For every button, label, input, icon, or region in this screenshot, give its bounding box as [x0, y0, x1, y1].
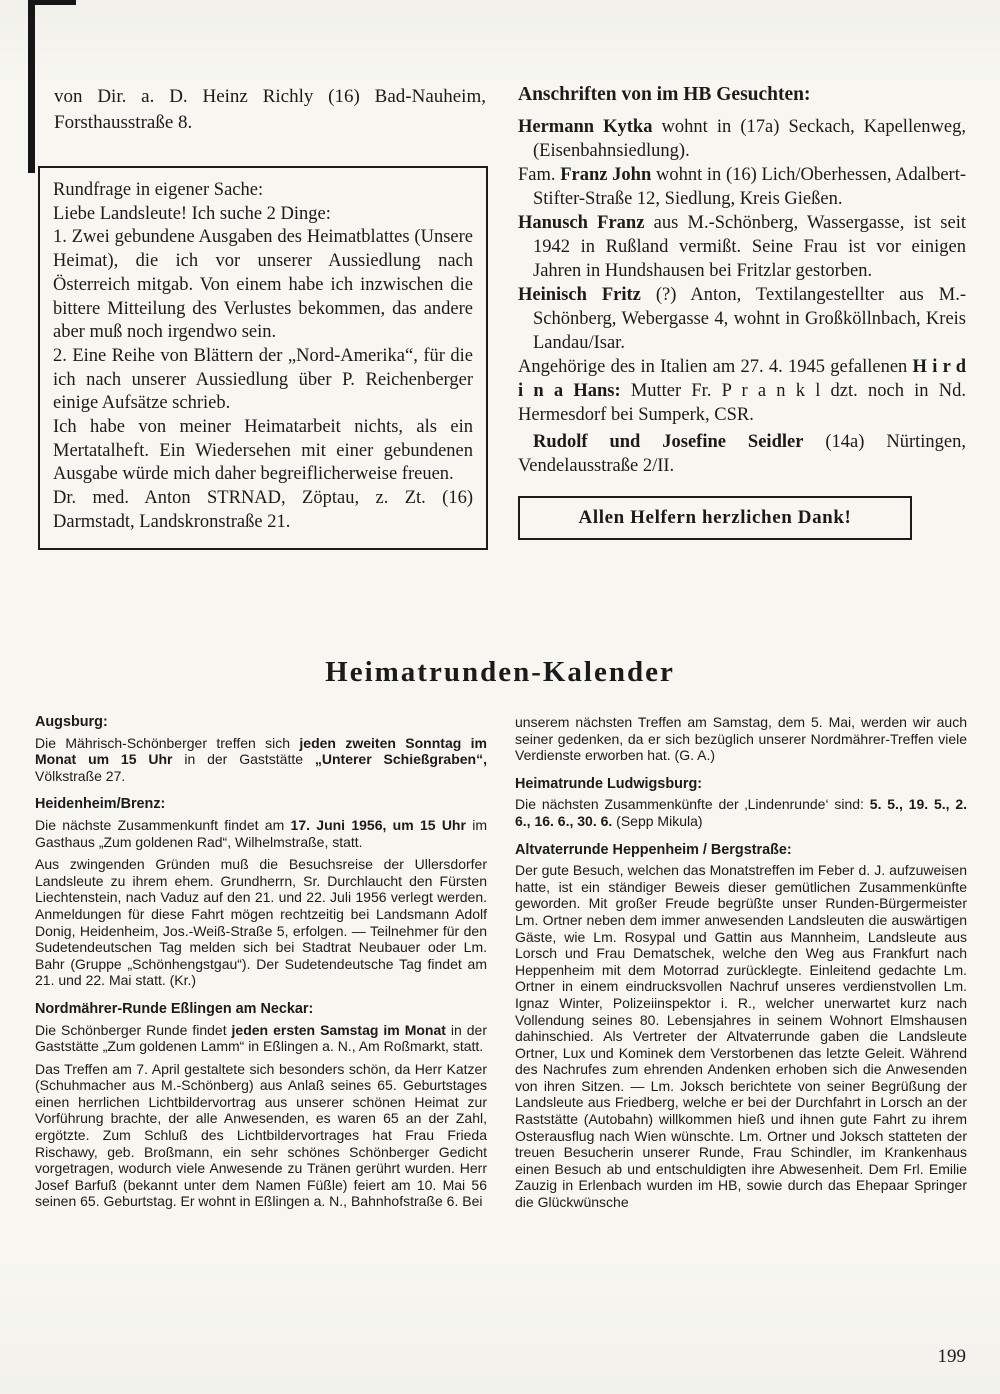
page-number: 199: [937, 1346, 966, 1367]
calendar-right-column: [515, 714, 967, 1217]
section-augsburg: [35, 714, 487, 784]
thanks-box: [518, 496, 912, 540]
section-heading-heidenheim: Heidenheim/Brenz:: [35, 796, 166, 813]
intro-paragraph: von Dir. a. D. Heinz Richly (16) Bad-Nauheim, Forsthausstraße 8.: [54, 86, 486, 133]
top-right-column: [518, 84, 966, 540]
section-heidenheim: [35, 796, 487, 989]
address-entry-heinisch: Heinisch Fritz (?) Anton, Textilangestellter aus M.-Schönberg, Webergasse 4, wohnt in Großköllnbach, Kreis Landau/Isar.: [518, 285, 966, 353]
section-paragraph: Die Schönberger Runde findet jeden ersten Samstag im Monat in der Gaststätte „Zum goldenen Lamm“ in Eßlingen a. N., Am Roßmarkt, statt.: [35, 1021, 487, 1055]
section-paragraph: Der gute Besuch, welchen das Monatstreffen im Feber d. J. aufzuweisen hatte, ist ein ständiger Beweis dieser gemütlichen Zusammenkünfte geworden. Mit großer Freude begrüßte unser Runden-Bürgermeister Lm. Ortner neben dem immer anwesenden Landsleuten die auswärtigen Gäste, wie Lm. Rosypal und Gattin aus Mannheim, Landsleute aus Lorsch und Frau Dematschek, welche den Weg aus Frankfurt nach Heppenheim mit dem Motorrad zurücklegte. Einleitend gedachte Lm. Ortner in einem eindrucksvollen Nachruf unseres verdienstvollen Lm. Ignaz Winter, Polizeiinspektor i. R., welcher unerwartet kurz nach Vollendung seines 80. Lebensjahres in seinem Wohnort Elmshausen dahinschied. Als Vertreter der Altvaterrunde gaben die Landsleute Ortner, Lux und Kominek dem Verstorbenen das letzte Geleit. Während des Nachrufes zum ehrenden Andenken erhoben sich die Anwesenden von ihren Sitzen. — Lm. Joksch berichtete von seiner Begrüßung der Landsleute aus Friedberg, welche er bei der Durchfahrt in Lorsch an der Raststätte (Autobahn) willkommen hieß und ihnen gute Fahrt zu ihrem Osterausflug nach Wien wünschte. Lm. Ortner und Joksch statteten der treuen Besucherin unserer Runde, Frau Schindler, im Krankenhaus einen Besuch ab und entschuldigten ihre Abwesenheit. Dem Frl. Emilie Zauzig in Erlenbach wurden im HB, sowie durch das Ehepaar Springer die Glückwünsche: [515, 862, 967, 1211]
section-paragraph: Die nächste Zusammenkunft findet am 17. Juni 1956, um 15 Uhr im Gasthaus „Zum goldenen Rad“, Wilhelmstraße, statt.: [35, 816, 487, 850]
continuation-paragraph: unserem nächsten Treffen am Samstag, dem 5. Mai, werden wir auch seiner gedenken, da er sich bezüglich unserer Nordmährer-Treffen viele Verdienste erworben hat. (G. A.): [515, 714, 967, 764]
calendar-left-column: [35, 714, 487, 1217]
rundfrage-item-2: 2. Eine Reihe von Blättern der „Nord-Amerika“, für die ich nach unserer Aussiedlung über P. Reichenberger einige Aufsätze schrieb.: [53, 345, 473, 414]
section-heading-heppenheim: Altvaterrunde Heppenheim / Bergstraße:: [515, 841, 792, 858]
calendar-columns: [35, 714, 967, 1217]
scan-artifact-horizontal-bar: [28, 0, 76, 5]
rundfrage-note: Ich habe von meiner Heimatarbeit nichts, als ein Mertatalheft. Ein Wiedersehen mit einer gebundenen Ausgabe würde mich daher begreiflicherweise freuen.: [53, 417, 473, 485]
top-left-column: [38, 84, 488, 550]
section-heading-ludwigsburg: Heimatrunde Ludwigsburg:: [515, 775, 703, 792]
section-heading-esslingen: Nordmährer-Runde Eßlingen am Neckar:: [35, 1000, 314, 1017]
section-paragraph: Die nächsten Zusammenkünfte der ‚Lindenrunde‘ sind: 5. 5., 19. 5., 2. 6., 16. 6., 30. 6. (Sepp Mikula): [515, 796, 967, 829]
section-ludwigsburg: [515, 776, 967, 830]
address-entry-seidler: Rudolf und Josefine Seidler (14a) Nürtingen, Vendelausstraße 2/II.: [518, 432, 966, 476]
address-entry-hanusch: Hanusch Franz aus M.-Schönberg, Wassergasse, ist seit 1942 in Rußland vermißt. Seine Frau ist vor einigen Jahren in Hundshausen bei Fritzlar gestorben.: [518, 213, 966, 281]
section-heppenheim: [515, 842, 967, 1211]
rundfrage-item-1: 1. Zwei gebundene Ausgaben des Heimatblattes (Unsere Heimat), die ich vor unserer Aussiedlung nach Österreich mitgab. Von einem habe ich inzwischen die bittere Mitteilung des Verlustes bekommen, das andere aber muß noch irgendwo sein.: [53, 227, 473, 343]
section-paragraph: Das Treffen am 7. April gestaltete sich besonders schön, da Herr Katzer (Schuhmacher aus M.-Schönberg) aus Anlaß seines 65. Geburtstages einen herrlichen Lichtbildervortrag aus unserer schönen Heimat zur Vorführung brachte, der alle Anwesenden, es waren 65 an der Zahl, ergötzte. Zum Schluß des Lichtbildervortrages hat Frau Frieda Rischawy, geb. Broßmann, ein sehr schönes Schönberger Gedicht vorgetragen, wodurch viele Anwesende zu Tränen gerührt wurden. Herr Josef Barfuß (bekannt unter dem Namen Füßle) feiert am 10. Mai 56 seinen 65. Geburtstag. Er wohnt in Eßlingen a. N., Bahnhofstraße 6. Bei: [35, 1060, 487, 1210]
section-heading-augsburg: Augsburg:: [35, 714, 108, 730]
rundfrage-opening: Liebe Landsleute! Ich suche 2 Dinge:: [53, 203, 331, 224]
scan-artifact-vertical-bar: [28, 0, 35, 173]
section-esslingen: [35, 1001, 487, 1210]
address-entry-kytka: Hermann Kytka wohnt in (17a) Seckach, Kapellenweg, (Eisenbahnsiedlung).: [518, 117, 966, 161]
thanks-text: Allen Helfern herzlichen Dank!: [578, 507, 852, 528]
address-entry-john: Fam. Franz John wohnt in (16) Lich/Oberhessen, Adalbert-Stifter-Straße 12, Siedlung, Kreis Gießen.: [518, 165, 967, 209]
address-entry-hirdina: Angehörige des in Italien am 27. 4. 1945 gefallenen H i r d i n a Hans: Mutter Fr. P r a n k l dzt. noch in Nd. Hermesdorf bei Sumperk, CSR.: [518, 357, 966, 425]
anschriften-heading: Anschriften von im HB Gesuchten:: [518, 84, 811, 105]
rundfrage-title: Rundfrage in eigener Sache:: [53, 180, 264, 200]
kalender-title: Heimatrunden-Kalender: [325, 656, 675, 688]
rundfrage-signature: Dr. med. Anton STRNAD, Zöptau, z. Zt. (16) Darmstadt, Landskronstraße 21.: [53, 488, 473, 532]
section-paragraph: Die Mährisch-Schönberger treffen sich jeden zweiten Sonntag im Monat um 15 Uhr in der Gaststätte „Unterer Schießgraben“, Völkstraße 27.: [35, 734, 487, 784]
section-paragraph: Aus zwingenden Gründen muß die Besuchsreise der Ullersdorfer Landsleute zu ihrem ehem. Grundherrn, Sr. Durchlaucht den Fürsten Liechtenstein, nach Vaduz auf den 21. und 22. Juli 1956 verlegt werden. Anmeldungen für diese Fahrt mögen rechtzeitig bei Landsmann Adolf Donig, Heidenheim, Jos.-Weiß-Straße 5, erfolgen. — Teilnehmer für den Sudetendeutschen Tag melden sich bei Stadtrat Neubauer oder Lm. Bahr (Gruppe „Schönhengstgau“). Der Sudetendeutsche Tag findet am 21. und 22. Mai statt. (Kr.): [35, 856, 487, 989]
rundfrage-box: [38, 166, 488, 550]
